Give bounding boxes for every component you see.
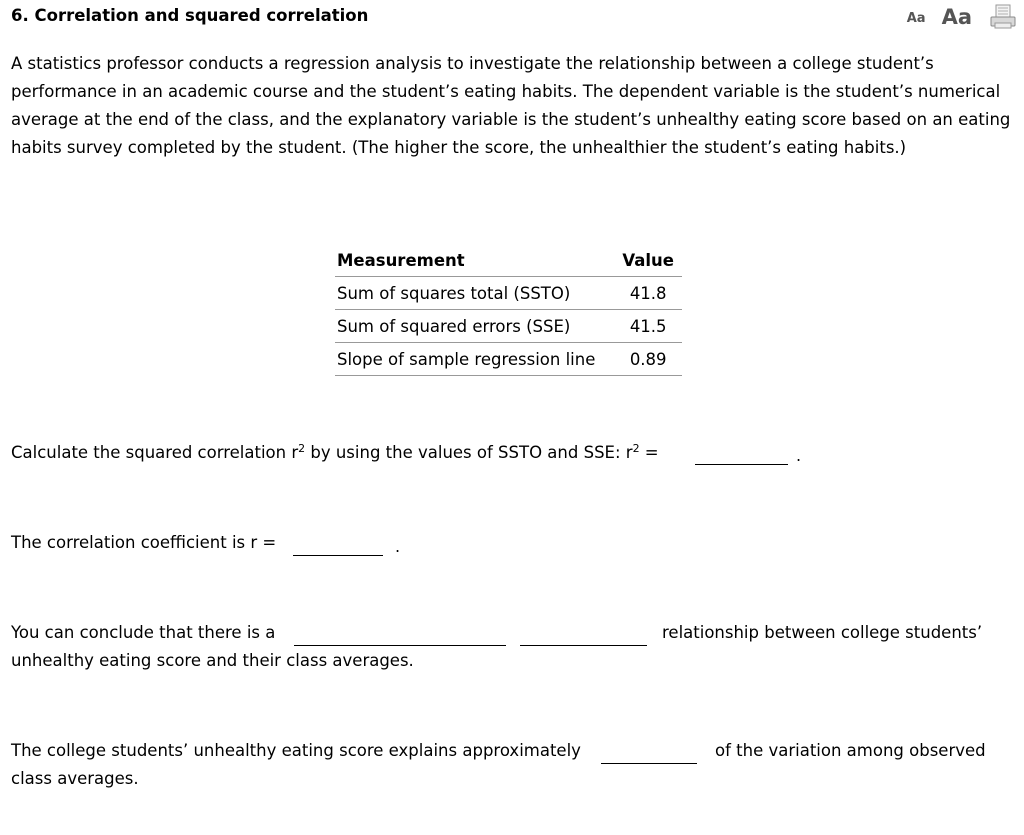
measurement-table [335,244,682,376]
q1-text-b: by using the values of SSTO and SSE: r [305,443,633,462]
q4-prompt-b: of the variation among observed [715,741,986,760]
q3-prompt-c: unhealthy eating score and their class averages. [11,651,414,670]
q3-prompt-b: relationship between college students’ [662,623,983,642]
header-measurement: Measurement [335,244,598,277]
q4-prompt-c: class averages. [11,769,139,788]
printer-icon[interactable] [990,4,1016,30]
q1-sup-a: 2 [298,442,306,455]
q1-text-c: = [639,443,659,462]
q3-prompt-a: You can conclude that there is a [11,623,276,642]
table-header-row [335,244,682,277]
page-title: 6. Correlation and squared correlation [11,6,369,25]
q1-text-a: Calculate the squared correlation r [11,443,299,462]
relationship-direction-dropdown[interactable] [520,645,647,646]
q1-period: . [796,446,802,465]
r-squared-answer-blank[interactable] [695,464,788,465]
q2-period: . [395,537,401,556]
printer-icon-graphic [990,4,1016,30]
row-label: Sum of squares total (SSTO) [335,277,598,310]
row-value: 41.8 [598,277,682,310]
table-row [335,310,682,343]
problem-intro: A statistics professor conducts a regression analysis to investigate the relationship between a college student’s performance in an academic course and the student’s eating habits. The dependent variable is the student’s numerical average at the end of the class, and the explanatory variable is the student’s unhealthy eating score based on an eating habits survey completed by the student. (The higher the score, the unhealthier the student’s eating habits.) [11,54,1011,157]
q1-prompt [11,439,659,467]
font-size-large-button[interactable]: Aa [941,5,972,29]
row-value: 41.5 [598,310,682,343]
font-size-small-button[interactable]: Aa [906,11,926,26]
row-label: Slope of sample regression line [335,343,598,376]
table-row [335,343,682,376]
q1-sup-b: 2 [632,442,640,455]
header-value: Value [598,244,682,277]
row-value: 0.89 [598,343,682,376]
variation-percent-blank[interactable] [601,763,697,764]
q4-prompt-a: The college students’ unhealthy eating score explains approximately [11,741,581,760]
table-row [335,277,682,310]
r-answer-blank[interactable] [293,555,383,556]
q2-prompt: The correlation coefficient is r = [11,533,277,552]
toolbar [907,2,1016,30]
row-label: Sum of squared errors (SSE) [335,310,598,343]
relationship-strength-dropdown[interactable] [294,645,506,646]
